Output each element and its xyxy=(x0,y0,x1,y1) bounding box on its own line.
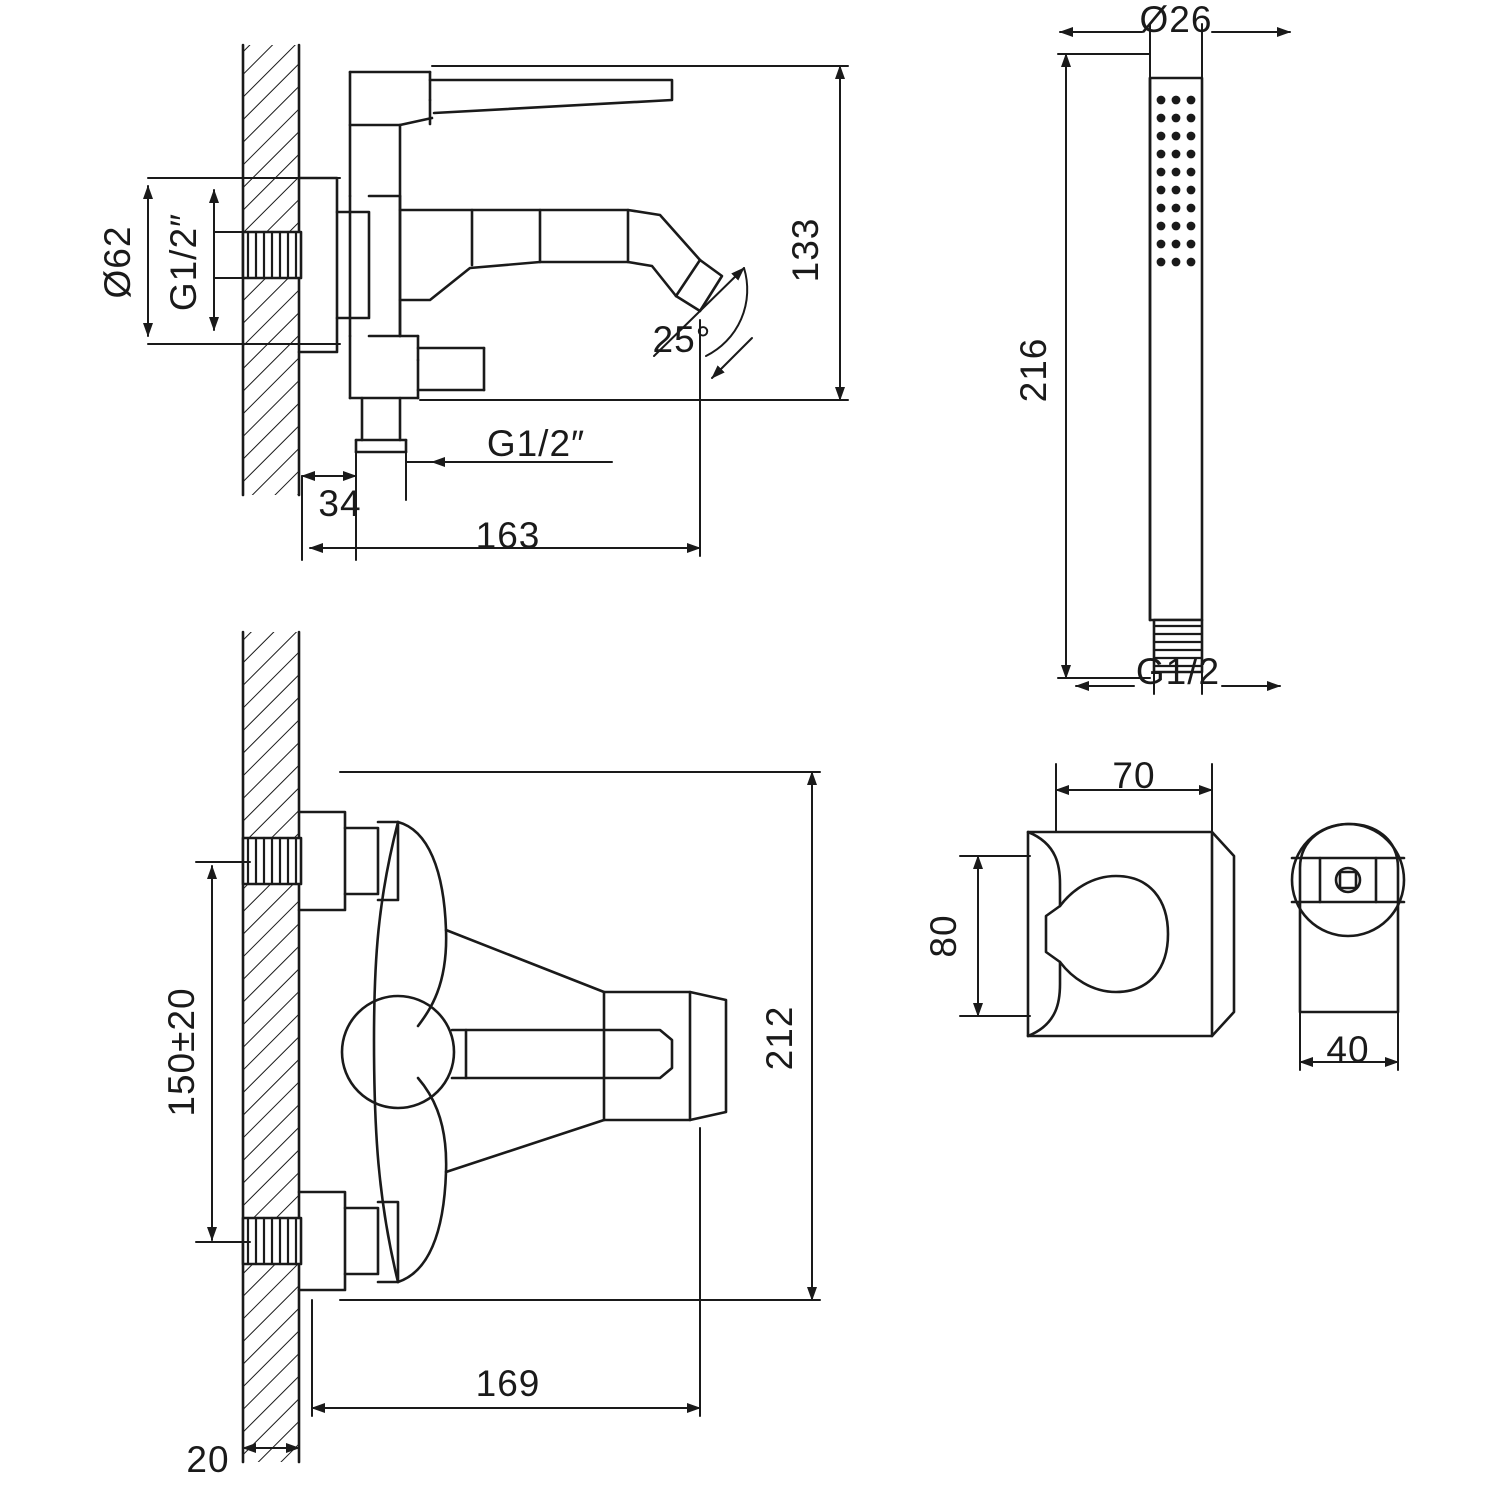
dimensions-holder-front xyxy=(960,764,1212,1016)
dim-label-216: 216 xyxy=(1013,337,1054,403)
dim-label-212: 212 xyxy=(759,1005,800,1071)
view-holder-side xyxy=(1292,824,1404,1012)
dim-label-g12-shower: G1/2 xyxy=(1135,651,1221,692)
dim-label-133: 133 xyxy=(785,217,826,283)
dim-label-163: 163 xyxy=(475,515,541,556)
dim-label-angle-25: 25° xyxy=(652,319,712,360)
dim-label-34: 34 xyxy=(318,483,362,524)
dimensions-hand-shower xyxy=(1058,24,1290,694)
dim-label-150-plus-minus-20: 150±20 xyxy=(161,987,202,1117)
dim-label-g12-outlet: G1/2″ xyxy=(486,423,586,464)
dim-label-40: 40 xyxy=(1326,1029,1370,1070)
dim-label-g12-inlet: G1/2″ xyxy=(163,212,204,312)
view-front-elevation xyxy=(243,632,726,1462)
dim-label-d26: Ø26 xyxy=(1139,0,1213,40)
dim-label-20: 20 xyxy=(186,1439,230,1480)
dim-label-d62: Ø62 xyxy=(97,225,138,299)
view-hand-shower xyxy=(1150,78,1202,672)
dim-label-169: 169 xyxy=(475,1363,541,1404)
dim-label-80: 80 xyxy=(923,914,964,958)
dim-label-70: 70 xyxy=(1112,755,1156,796)
view-holder-front xyxy=(1028,832,1234,1036)
view-side-elevation xyxy=(243,45,722,495)
